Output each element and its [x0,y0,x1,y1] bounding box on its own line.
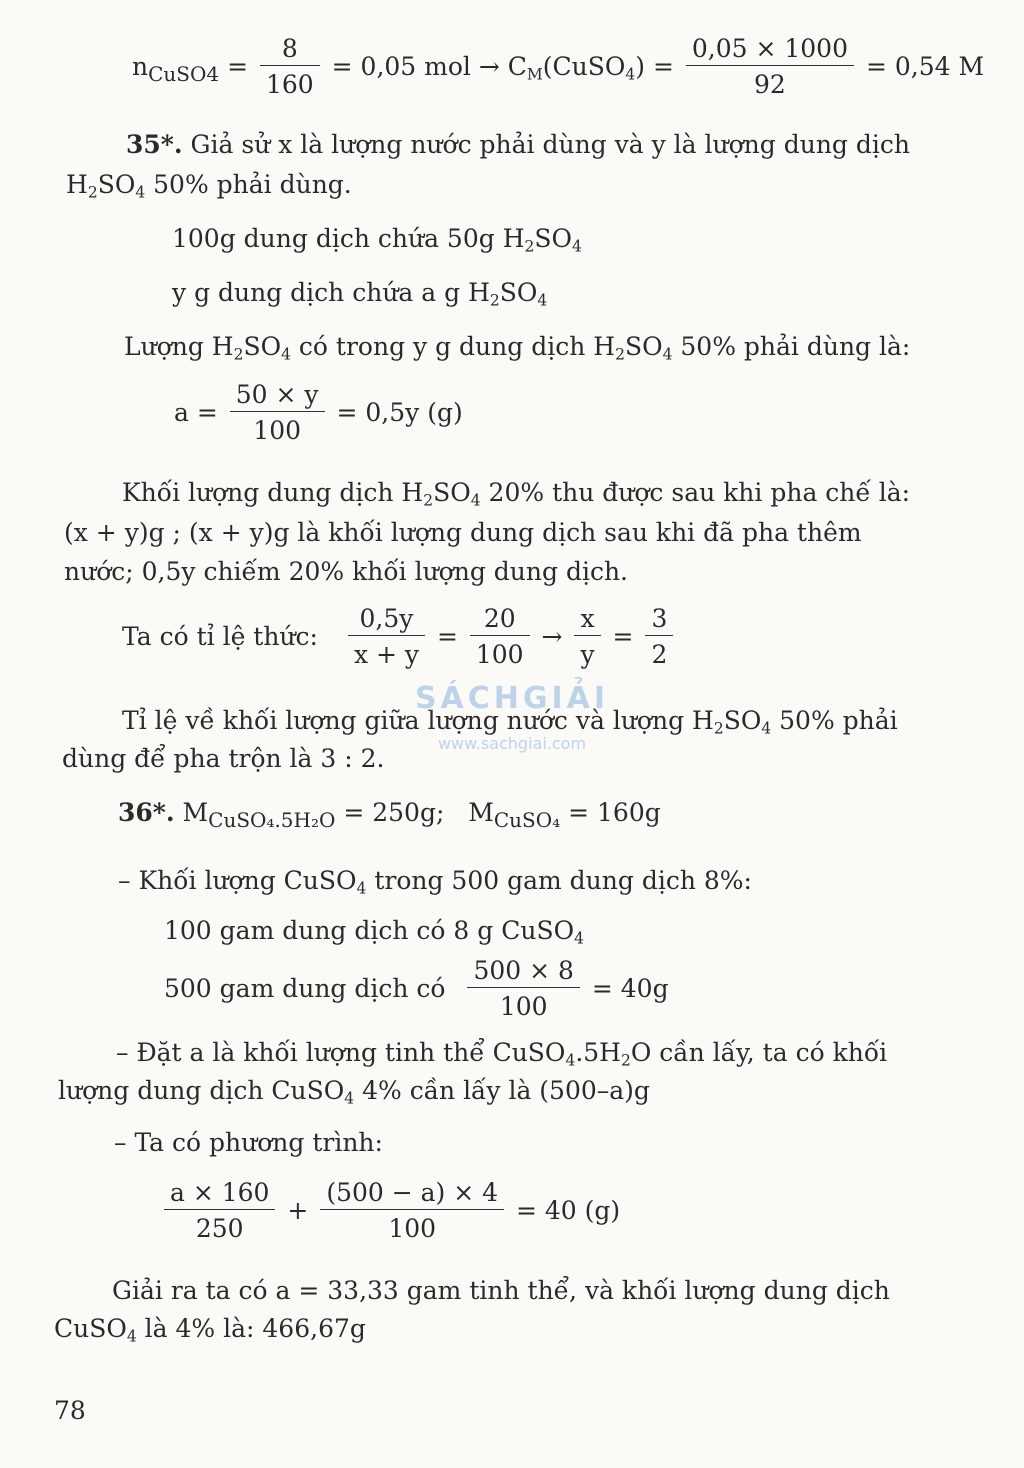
para-giai-line1: Giải ra ta có a = 33,33 gam tinh thể, và khối lượng dung dịch [112,1276,890,1305]
line-100g: 100g dung dịch chứa 50g $H_2SO_4$ [172,224,582,256]
para-kl-line2: (x + y)g ; (x + y)g là khối lượng dung dịch sau khi đã pha thêm [64,518,862,547]
fraction-50y: $\frac{50 \times y}{100}$ [230,382,325,443]
line-yg: y g dung dịch chứa a g $H_2SO_4$ [172,278,548,310]
line-luong: Lượng $H_2SO_4$ có trong y g dung dịch $H_2SO_4$ 50% phải dùng là: [124,332,911,364]
formula-molarity: $n_{CuSO4}$ = $\frac{8}{160}$ = 0,05 mol → $C_M(CuSO_4)$ = $\frac{0,05 \times 1000}{92}$ = 0,54 M [132,34,985,99]
watermark-logo: SÁCHGIẢI [414,681,610,716]
line-100-gam: 100 gam dung dịch có 8 g CuSO$_4$ [164,916,584,948]
formula-ratio: Ta có tỉ lệ thức: $\frac{0,5y}{x + y}$ = $\frac{20}{100}$ → $\frac{x}{y}$ = $\frac{3}{2}$ [122,606,677,667]
line-kl-cuso4: – Khối lượng CuSO$_4$ trong 500 gam dung dịch 8%: [118,866,752,898]
fraction-molarity: $\frac{0,05 \times 1000}{92}$ [686,36,854,97]
para-kl-line1: Khối lượng dung dịch $H_2SO_4$ 20% thu được sau khi pha chế là: [122,478,911,510]
para-giai-line2: CuSO$_4$ là 4% là: 466,67g [54,1314,366,1346]
para-kl-line3: nước; 0,5y chiếm 20% khối lượng dung dịch. [64,557,628,586]
watermark [412,681,612,784]
watermark-url: www.sachgiai.com [437,734,587,753]
fraction-8-160: $\frac{8}{160}$ [260,36,320,97]
line-phuong-trinh: – Ta có phương trình: [114,1128,383,1157]
para-ti-line2: dùng để pha trộn là 3 : 2. [62,744,385,773]
para-ti-line1: Tỉ lệ về khối lượng giữa lượng nước và lượng $H_2SO_4$ 50% phải [122,706,898,738]
line-500-gam: 500 gam dung dịch có $\frac{500 \times 8}{100}$ = 40g [164,956,669,1021]
formula-equation: $\frac{a \times 160}{250}$ + $\frac{(500 - a) \times 4}{100}$ = 40 (g) [160,1180,620,1241]
para-dat-line2: lượng dung dịch CuSO$_4$ 4% cần lấy là (500–a)g [58,1076,650,1108]
page-number: 78 [54,1396,86,1425]
problem-36-masses: 36*. $M_{CuSO_4.5H_2O} = 250g$; $M_{CuSO_4} = 160g$ [118,798,661,832]
formula-a: a = $\frac{50 \times y}{100}$ = 0,5y (g) [174,380,463,445]
problem-35-line1: 35*. Giả sử x là lượng nước phải dùng và y là lượng dung dịch [126,130,910,159]
para-dat-line1: – Đặt a là khối lượng tinh thể $CuSO_4.5H_2O$ cần lấy, ta có khối [116,1038,888,1070]
problem-35-line2: $H_2SO_4$ 50% phải dùng. [66,170,352,202]
